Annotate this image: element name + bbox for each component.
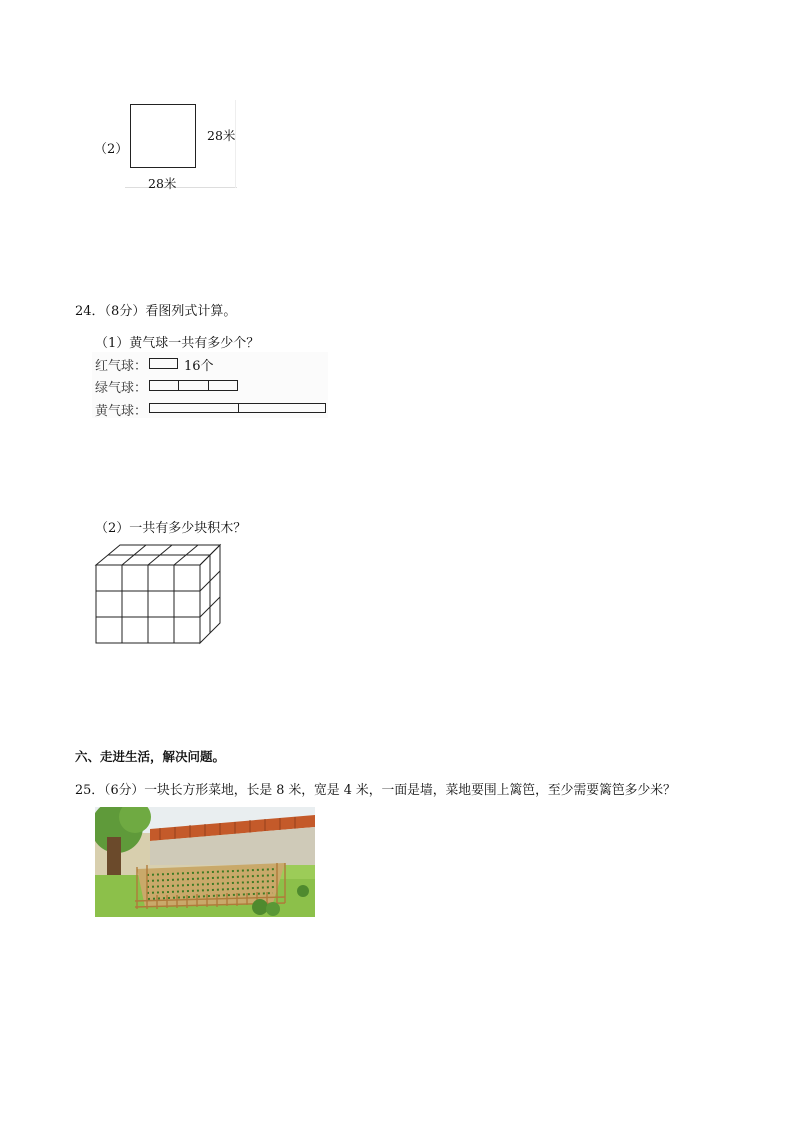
red-balloon-value: 16个 [184, 359, 214, 374]
yellow-balloon-bar [149, 403, 326, 413]
green-balloon-bar [149, 380, 238, 391]
green-balloon-label: 绿气球： [95, 381, 148, 396]
yellow-bar-divider [238, 404, 239, 412]
q24-title: 24．（8分）看图列式计算。 [75, 304, 237, 319]
figure-baseline [125, 187, 237, 188]
section6-heading: 六、走进生活，解决问题。 [75, 749, 226, 764]
square-figure [130, 104, 196, 168]
green-bar-divider-2 [208, 381, 209, 390]
figure-edge [235, 100, 236, 188]
green-bar-divider-1 [178, 381, 179, 390]
red-balloon-label: 红气球： [95, 359, 148, 374]
red-balloon-bar [149, 358, 178, 369]
q24-part2-question: （2）一共有多少块积木？ [95, 521, 247, 536]
q25-text: 25．（6分）一块长方形菜地，长是 8 米，宽是 4 米，一面是墙，菜地要围上篱笆，至少需要篱笆多少米？ [75, 783, 676, 798]
vegetable-garden-illustration [95, 807, 315, 917]
square-bottom-side-label: 28米 [148, 176, 177, 191]
square-right-side-label: 28米 [207, 128, 236, 143]
yellow-balloon-label: 黄气球： [95, 404, 148, 419]
q23-part2-label: （2） [94, 142, 129, 157]
q24-part1-question: （1）黄气球一共有多少个？ [95, 336, 260, 351]
block-cube-figure [90, 540, 226, 646]
